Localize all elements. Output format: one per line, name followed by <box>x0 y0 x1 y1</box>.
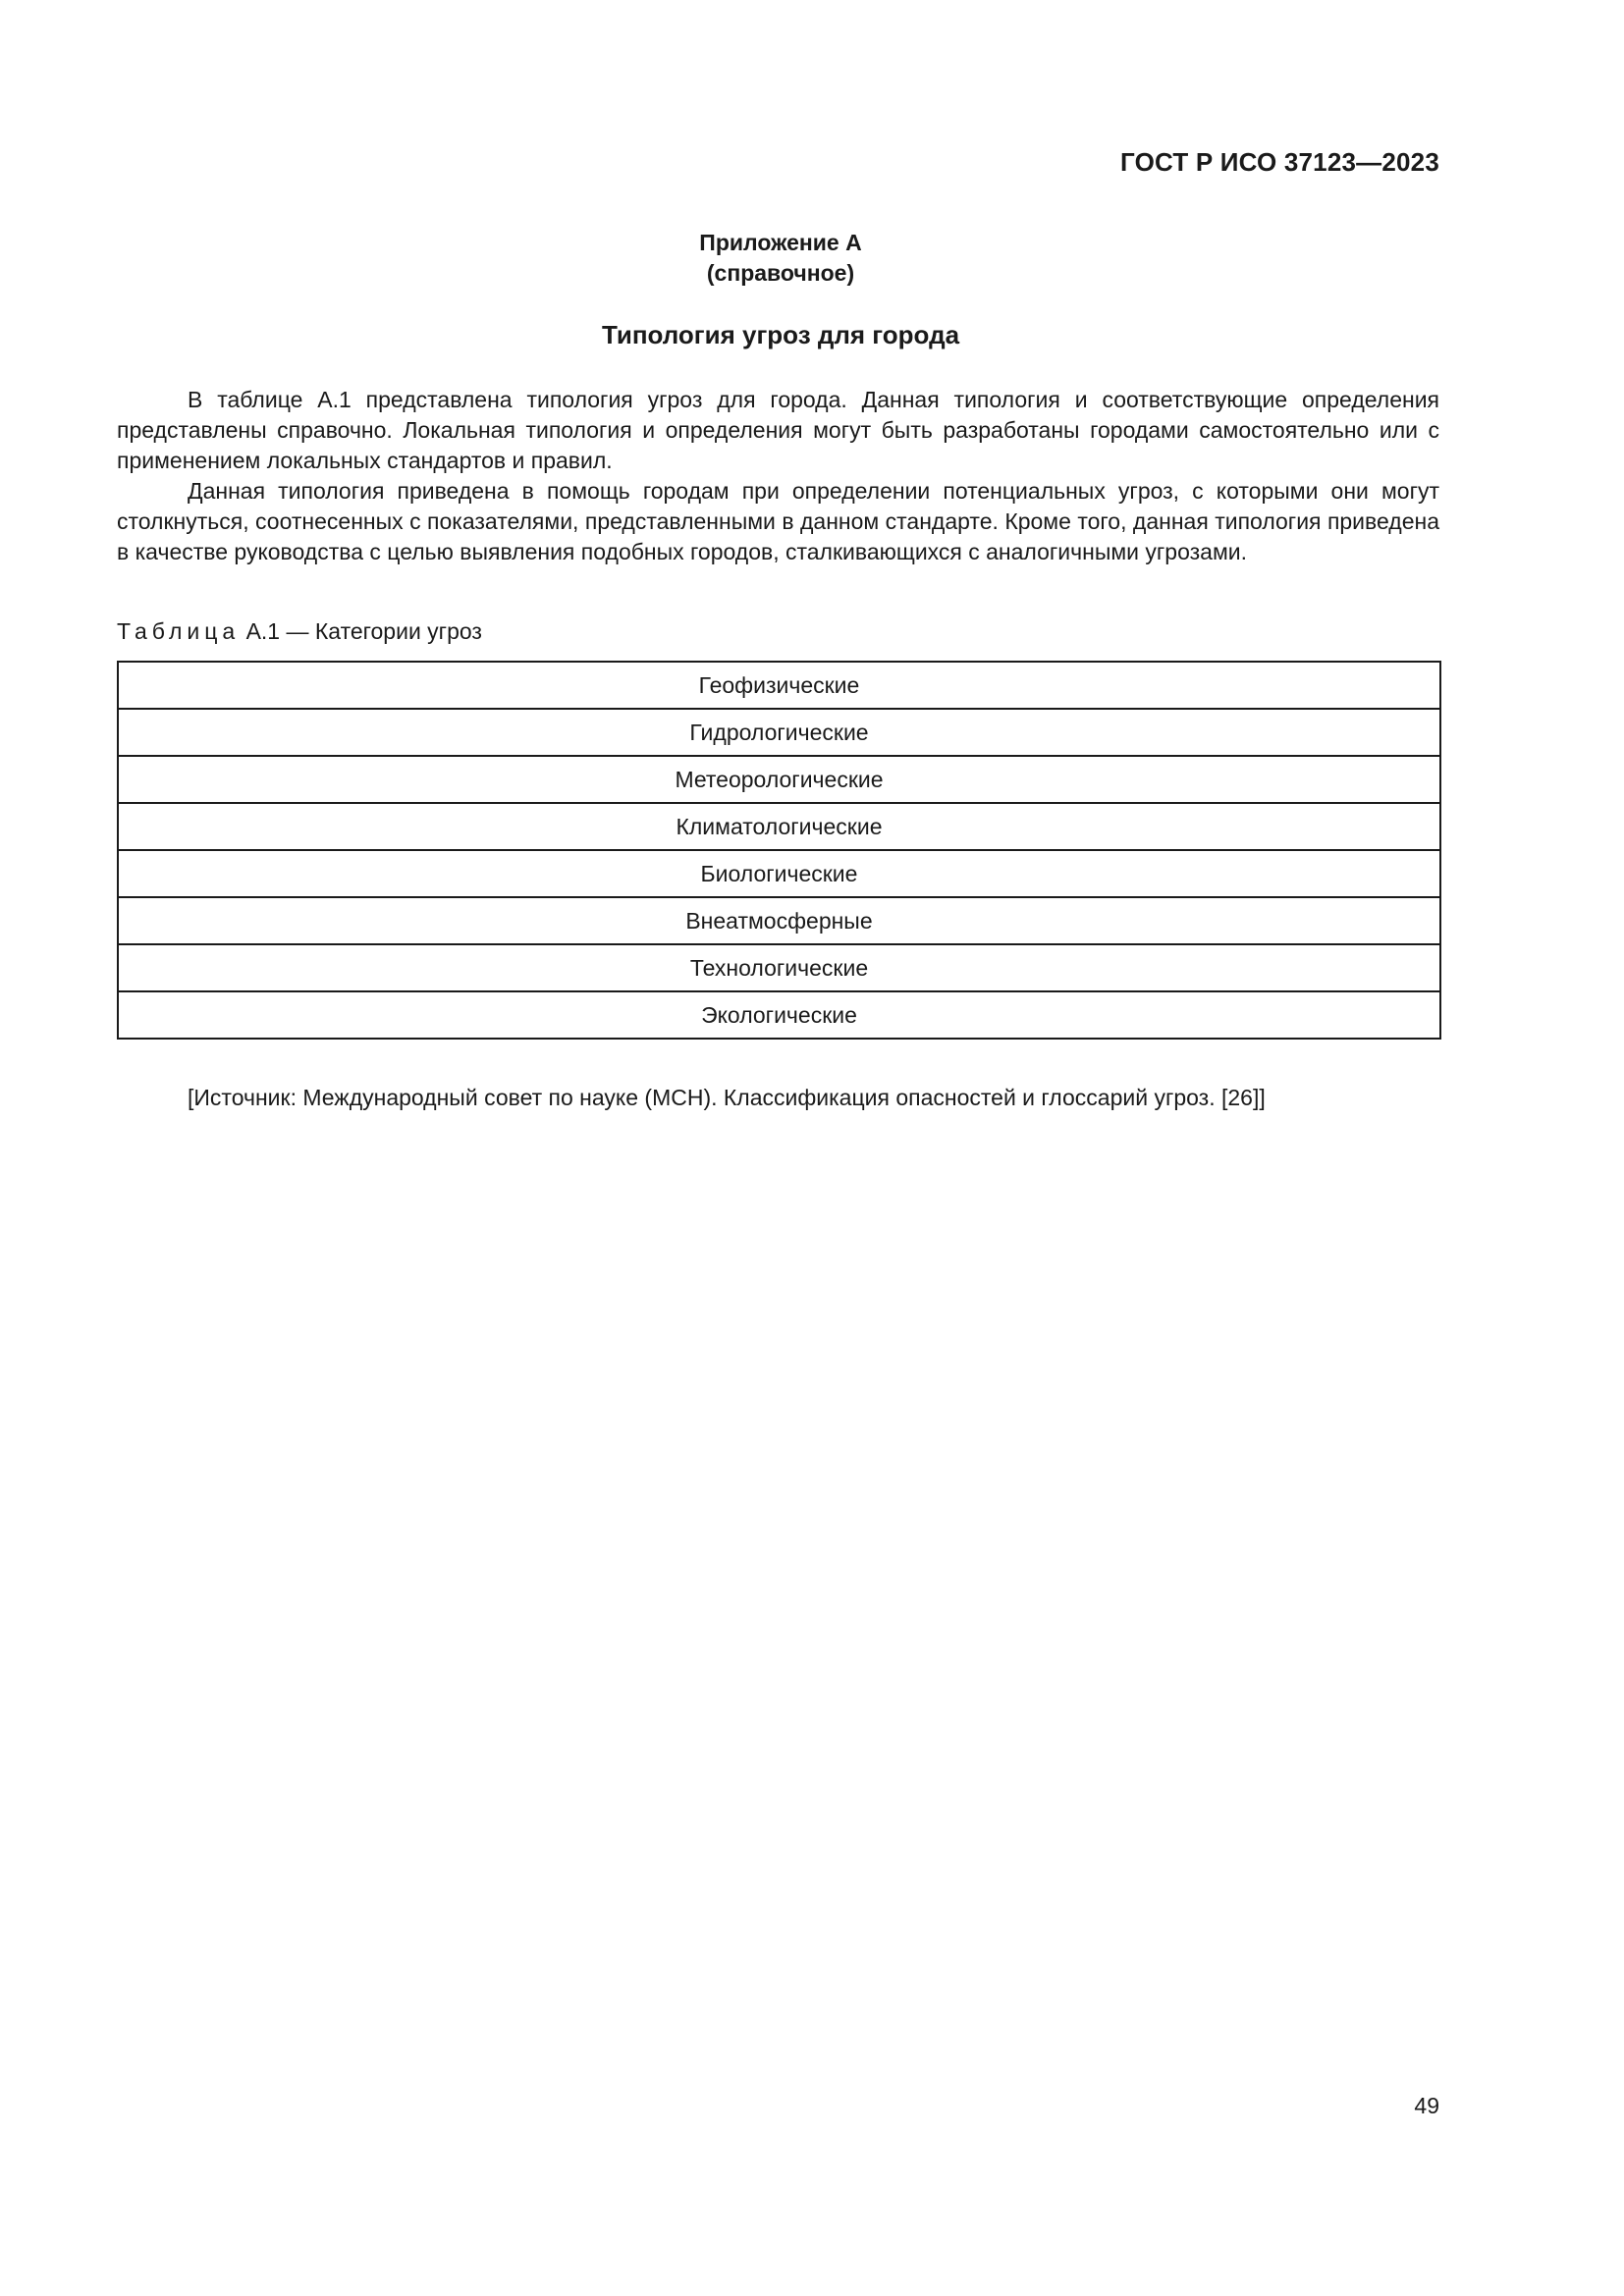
table-cell: Биологические <box>118 850 1440 897</box>
body-text <box>117 385 1439 567</box>
document-code: ГОСТ Р ИСО 37123—2023 <box>1119 147 1439 177</box>
threat-categories-table <box>117 661 1441 1040</box>
table-caption-text: А.1 — Категории угроз <box>245 618 482 644</box>
table-row <box>118 709 1440 756</box>
table-row <box>118 897 1440 944</box>
table-row <box>118 944 1440 991</box>
appendix-subtitle: (справочное) <box>706 260 855 286</box>
table-row <box>118 803 1440 850</box>
table-row <box>118 756 1440 803</box>
table-row <box>118 991 1440 1039</box>
table-cell: Метеорологические <box>118 756 1440 803</box>
paragraph-1: В таблице А.1 представлена типология угроз для города. Данная типология и соответствующие определения представлены справочно. Локальная типология и определения могут быть разработаны городами самостоятельно или с применением локальных стандартов и правил. <box>117 387 1439 473</box>
table-row <box>118 850 1440 897</box>
section-title: Типология угроз для города <box>601 320 960 349</box>
table-caption <box>117 618 482 645</box>
appendix-heading <box>0 228 1561 289</box>
table-cell: Внеатмосферные <box>118 897 1440 944</box>
table-caption-prefix: Таблица <box>117 618 241 644</box>
table-cell: Климатологические <box>118 803 1440 850</box>
appendix-title: Приложение А <box>699 230 862 255</box>
source-note: [Источник: Международный совет по науке (МСН). Классификация опасностей и глоссарий угроз. [26]] <box>188 1085 1266 1110</box>
table-cell: Экологические <box>118 991 1440 1039</box>
table-cell: Геофизические <box>118 662 1440 709</box>
page-number: 49 <box>1414 2093 1439 2118</box>
table-cell: Технологические <box>118 944 1440 991</box>
table-cell: Гидрологические <box>118 709 1440 756</box>
paragraph-2: Данная типология приведена в помощь городам при определении потенциальных угроз, с которыми они могут столкнуться, соотнесенных с показателями, представленными в данном стандарте. Кроме того, данная типология приведена в качестве руководства с целью выявления подобных городов, сталкивающихся с аналогичными угрозами. <box>117 478 1439 564</box>
table-row <box>118 662 1440 709</box>
